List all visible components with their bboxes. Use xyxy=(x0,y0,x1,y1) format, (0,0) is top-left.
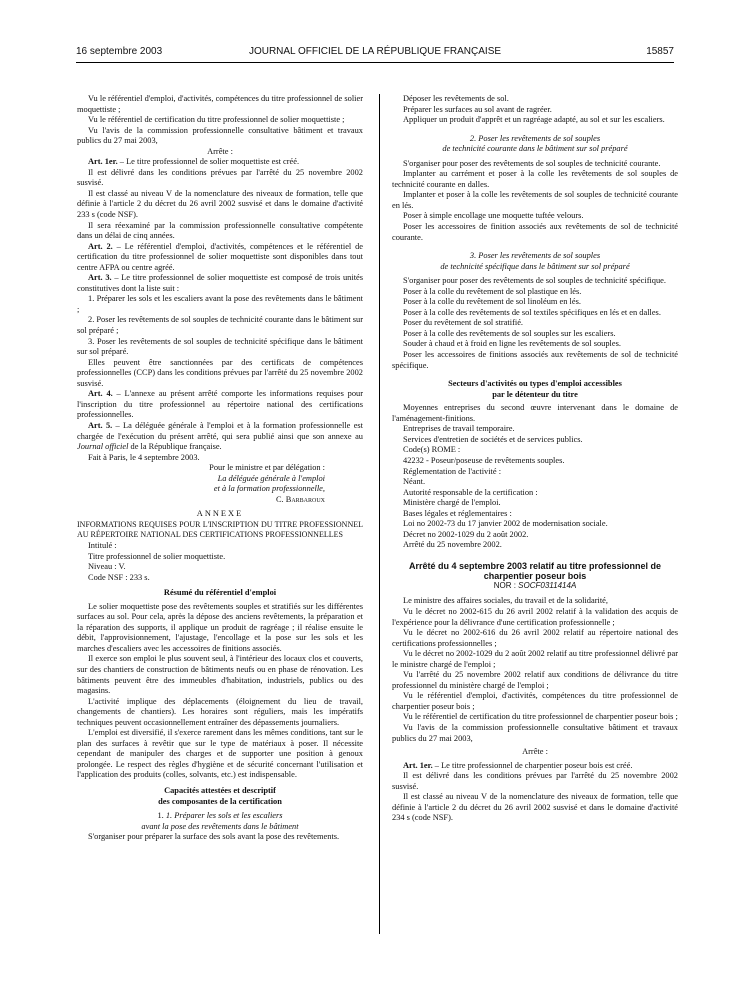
signature-name: C. Barbaroux xyxy=(275,494,325,504)
header-date: 16 septembre 2003 xyxy=(76,46,163,57)
page-header xyxy=(76,46,674,60)
paragraph: Vu le référentiel de certification du titre professionnel de charpentier poseur bois ; xyxy=(403,712,678,722)
paragraph: Loi no 2002-73 du 17 janvier 2002 de modernisation sociale. xyxy=(403,519,608,529)
article-text: – Le référentiel d'emploi, d'activités, compétences et le référentiel de certification du titre professionnel de solier moquettiste sont disponibles dans tout centre AFPA ou centre agréé. xyxy=(77,241,363,272)
article-5 xyxy=(77,421,363,453)
paragraph: S'organiser pour poser des revêtements de sol souples de technicité courante. xyxy=(403,158,661,168)
paragraph: Vu l'arrêté du 25 novembre 2002 relatif aux conditions de délivrance du titre professionnel du ministère chargé de l'emploi ; xyxy=(392,670,678,690)
paragraph: Déposer les revêtements de sol. xyxy=(403,94,509,103)
paragraph: S'organiser pour préparer la surface des sols avant la pose des revêtements. xyxy=(88,832,340,842)
header-rule xyxy=(76,62,674,63)
header-journal-title: JOURNAL OFFICIEL DE LA RÉPUBLIQUE FRANÇAISE xyxy=(248,46,502,57)
section-heading: Secteurs d'activités ou types d'emploi accessibles xyxy=(448,379,622,389)
article-1 xyxy=(77,157,363,168)
column-divider xyxy=(379,94,380,934)
signature-line: et à la formation professionnelle, xyxy=(213,484,325,494)
arrete-title: Arrêté du 4 septembre 2003 relatif au titre professionnel de charpentier poseur bois xyxy=(408,560,662,581)
paragraph: Code NSF : 233 s. xyxy=(88,572,150,582)
subsection-title: de technicité courante dans le bâtiment sur sol préparé xyxy=(442,144,628,154)
paragraph: Poser à la colle des revêtements de sol souples sur les escaliers. xyxy=(403,328,616,338)
subsection-title: 3. Poser les revêtements de sol souples xyxy=(469,251,601,261)
right-column xyxy=(392,94,678,824)
unit-item: 2. Poser les revêtements de sol souples de technicité courante dans le bâtiment sur sol préparé ; xyxy=(77,315,363,336)
header-page-number: 15857 xyxy=(646,46,674,57)
annexe-title: ANNEXE xyxy=(196,509,244,519)
section-heading: Résumé du référentiel d'emploi xyxy=(163,588,277,598)
subsection-title: avant la pose des revêtements dans le bâtiment xyxy=(141,821,299,831)
paragraph: Poser à simple encollage une moquette tuftée velours. xyxy=(403,211,584,221)
article-text: – Le titre professionnel de solier moquettiste est créé. xyxy=(117,157,300,167)
paragraph: Vu le référentiel d'emploi, d'activités, compétences du titre professionnel de charpentier poseur bois ; xyxy=(392,691,678,711)
paragraph: Elles peuvent être sanctionnées par des certificats de compétences professionnelles (CCP) dans les conditions prévues par l'arrêté du 25 novembre 2002 susvisé. xyxy=(77,357,363,388)
paragraph: L'activité implique des déplacements (éloignement du lieu de travail, changements de chantiers). Les horaires sont réguliers, mais les impératifs techniques peuvent occasionnellement entraîner des dépassements journaliers. xyxy=(77,696,363,727)
unit-item: 3. Poser les revêtements de sol souples de technicité spécifique dans le bâtiment sur sol préparé. xyxy=(77,336,363,357)
article-label: Art. 1er. xyxy=(88,157,118,167)
paragraph: Vu le référentiel d'emploi, d'activités, compétences du titre professionnel de solier moquettiste ; xyxy=(77,94,363,114)
paragraph: Vu le décret no 2002-615 du 26 avril 2002 relatif à la validation des acquis de l'expérience pour la délivrance d'une certification professionnelle ; xyxy=(392,606,678,627)
paragraph: Poser les accessoires de finitions associés aux revêtements de sol de technicité spécifique. xyxy=(392,350,678,370)
nor-reference: NOR : SOCF0311414A xyxy=(493,580,577,590)
paragraph: Vu le décret no 2002-616 du 26 avril 2002 relatif au répertoire national des certifications professionnelles ; xyxy=(392,628,678,648)
signature-line: Pour le ministre et par délégation : xyxy=(209,463,325,473)
paragraph: Néant. xyxy=(403,477,426,487)
annexe-caption: INFORMATIONS REQUISES POUR L'INSCRIPTION DU TITRE PROFESSIONNEL AU RÉPERTOIRE NATIONAL DES CERTIFICATIONS PROFESSIONNELLES xyxy=(77,519,363,540)
paragraph: Vu le référentiel de certification du titre professionnel de solier moquettiste ; xyxy=(88,115,345,125)
paragraph: Appliquer un produit d'apprêt et un ragréage adapté, au sol et sur les escaliers. xyxy=(403,115,665,125)
journal-name: Journal officiel xyxy=(77,442,129,452)
paragraph: Titre professionnel de solier moquettiste. xyxy=(88,551,226,561)
arrete-label: Arrête : xyxy=(207,146,233,156)
paragraph: Il est classé au niveau V de la nomenclature des niveaux de formation, telle que définie à l'article 2 du décret du 26 avril 2002 susvisé et dans le domaine d'activité 234 s (code NSF). xyxy=(392,792,678,823)
paragraph: Il est délivré dans les conditions prévues par l'arrêté du 25 novembre 2002 susvisé. xyxy=(392,771,678,791)
paragraph: Il exerce son emploi le plus souvent seul, à l'intérieur des locaux clos et couverts, sur des chantiers de construction de bâtiments neufs ou en phase de rénovation. Les bâtiments peuvent être des immeubles d'habitation, industriels, publics ou des magasins. xyxy=(77,654,363,696)
paragraph: Entreprises de travail temporaire. xyxy=(403,424,515,434)
arrete-label: Arrête : xyxy=(522,747,548,757)
paragraph: Autorité responsable de la certification : xyxy=(403,487,538,497)
paragraph: Poser à la colle du revêtement de sol linoléum en lés. xyxy=(403,297,581,307)
article-3 xyxy=(77,273,363,294)
paragraph: Vu l'avis de la commission professionnelle consultative bâtiment et travaux publics du 27 mai 2003, xyxy=(392,722,678,743)
article-label: Art. 2. xyxy=(88,241,113,251)
paragraph: Niveau : V. xyxy=(88,562,126,572)
paragraph: L'emploi est diversifié, il s'exerce rarement dans les mêmes conditions, tant sur le plan des surfaces à revêtir que sur le type de matériaux à poser. Il nécessite cependant de manipuler des charges et de supporter une position à genoux prolongée. Le respect des règles d'hygiène et de sécurité concernant l'utilisation et l'application des produits (colles, solvants, etc.) est indispensable. xyxy=(77,728,363,780)
paragraph: Bases légales et réglementaires : xyxy=(403,508,512,518)
paragraph: Poser à la colle du revêtement de sol plastique en lés. xyxy=(403,286,582,296)
paragraph: Poser à la colle des revêtements de sol textiles spécifiques en lés et en dalles. xyxy=(403,307,661,317)
signature-line: La déléguée générale à l'emploi xyxy=(217,473,325,483)
paragraph: Souder à chaud et à froid en ligne les revêtements de sol souples. xyxy=(403,339,621,349)
paragraph: Vu le décret no 2002-1029 du 2 août 2002 relatif au titre professionnel délivré par le ministre chargé de l'emploi ; xyxy=(392,649,678,669)
paragraph: Il est délivré dans les conditions prévues par l'arrêté du 25 novembre 2002 susvisé. xyxy=(77,167,363,188)
paragraph: Préparer les surfaces au sol avant de ragréer. xyxy=(403,104,552,114)
paragraph: Décret no 2002-1029 du 2 août 2002. xyxy=(403,529,529,539)
paragraph: Implanter et poser à la colle les revêtements de sol souples de technicité courante en lés. xyxy=(392,190,678,210)
paragraph: Le solier moquettiste pose des revêtements souples et stratifiés sur les différentes surfaces au sol. Pour cela, après la dépose des anciens revêtements, la préparation et la réparation des supports, il applique un produit de ragréage ; il réalise ensuite le débit, l'approvisionnement, l'ajustage, l'encollage et la pose sur les sols et les marches d'escaliers avec les accessoires de finitions associés. xyxy=(77,601,363,653)
subsection-title: 2. Poser les revêtements de sol souples xyxy=(469,133,601,143)
paragraph: Le ministre des affaires sociales, du travail et de la solidarité, xyxy=(403,596,608,606)
section-heading: par le détenteur du titre xyxy=(492,389,578,399)
paragraph: Poser du revêtement de sol stratifié. xyxy=(403,318,524,328)
article-text: de la République française. xyxy=(128,442,222,452)
article-label: Art. 5. xyxy=(88,420,113,430)
paragraph: Moyennes entreprises du second œuvre intervenant dans le domaine de l'aménagement-finitions. xyxy=(392,403,678,423)
article-text: – Le titre professionnel de charpentier poseur bois est créé. xyxy=(432,760,633,770)
paragraph: Il est classé au niveau V de la nomenclature des niveaux de formation, telle que définie à l'article 2 du décret du 26 avril 2002 susvisé et dans le domaine d'activité 233 s (code NSF). xyxy=(77,188,363,220)
article-text: – L'annexe au présent arrêté comporte les informations requises pour l'inscription du titre professionnel au répertoire national des certifications professionnelles. xyxy=(77,389,364,420)
article-4 xyxy=(77,389,363,421)
paragraph: Ministère chargé de l'emploi. xyxy=(403,498,501,508)
paragraph: Services d'entretien de sociétés et de services publics. xyxy=(403,434,583,444)
article-2 xyxy=(77,242,363,274)
paragraph: 42232 - Poseur/poseuse de revêtements souples. xyxy=(403,455,565,465)
paragraph: Poser les accessoires de finition associés aux revêtements de sol de technicité courante. xyxy=(392,222,678,242)
subsection-title: de technicité spécifique dans le bâtiment sur sol préparé xyxy=(440,261,630,271)
paragraph: Réglementation de l'activité : xyxy=(403,466,502,476)
subsection-title: 1. 1. Préparer les sols et les escaliers xyxy=(157,811,283,821)
article-label: Art. 4. xyxy=(88,389,113,399)
paragraph: Implanter au carrément et poser à la colle les revêtements de sol souples de technicité courante en dalles. xyxy=(392,169,678,189)
paragraph: Intitulé : xyxy=(88,540,117,550)
paragraph: Code(s) ROME : xyxy=(403,445,461,455)
left-column xyxy=(77,94,363,843)
section-heading: Capacités attestées et descriptif xyxy=(164,786,276,795)
paragraph: S'organiser pour poser des revêtements de sol souples de technicité spécifique. xyxy=(403,276,666,286)
article-text: – La déléguée générale à l'emploi et à la formation professionnelle est chargée de l'exécution du présent arrêté, qui sera publié ainsi que son annexe au xyxy=(77,420,363,441)
section-heading: des composantes de la certification xyxy=(158,796,282,806)
paragraph: Vu l'avis de la commission professionnelle consultative bâtiment et travaux publics du 27 mai 2003, xyxy=(77,125,363,146)
paragraph: Il sera réexaminé par la commission professionnelle consultative compétente dans un délai de cinq années. xyxy=(77,220,363,241)
article-text: – Le titre professionnel de solier moquettiste est composé de trois unités constitutives dont la liste suit : xyxy=(77,273,363,293)
paragraph: Arrêté du 25 novembre 2002. xyxy=(403,540,502,550)
unit-item: 1. Préparer les sols et les escaliers avant la pose des revêtements dans le bâtiment ; xyxy=(77,294,363,314)
signature-place-date: Fait à Paris, le 4 septembre 2003. xyxy=(88,452,200,462)
article-1 xyxy=(392,761,678,772)
article-label: Art. 1er. xyxy=(403,760,433,770)
article-label: Art. 3. xyxy=(88,273,112,283)
